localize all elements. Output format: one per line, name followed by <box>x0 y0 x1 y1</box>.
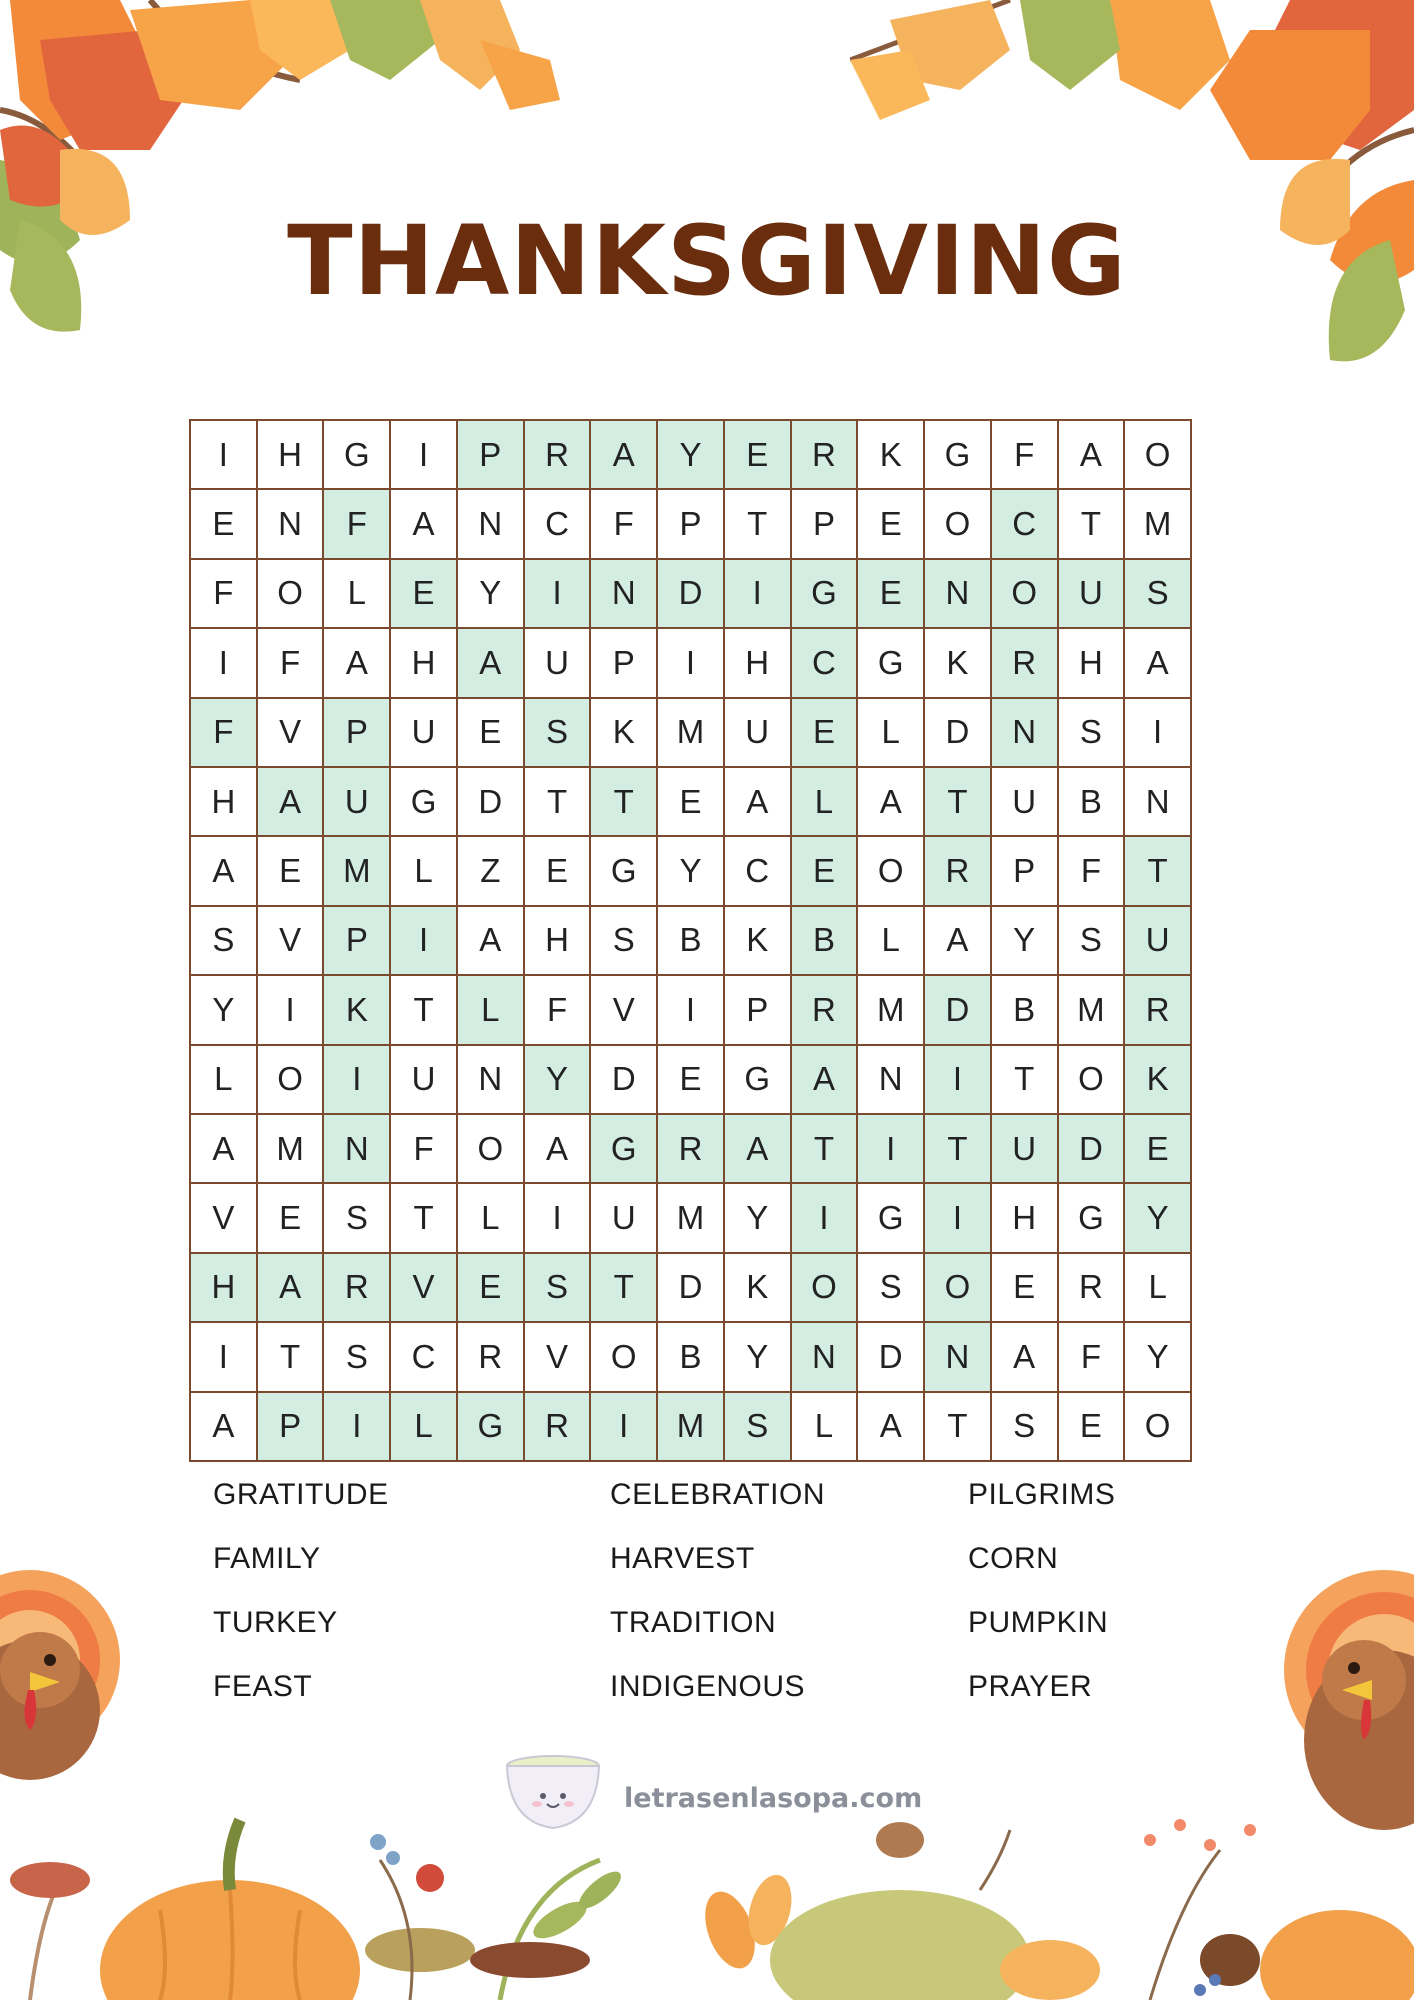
grid-cell[interactable]: N <box>925 1323 992 1392</box>
grid-cell[interactable]: Y <box>992 907 1059 976</box>
page-title: THANKSGIVING <box>287 205 1127 317</box>
grid-cell[interactable]: D <box>591 1046 658 1115</box>
grid-cell[interactable]: G <box>1059 1184 1126 1253</box>
grid-cell[interactable]: I <box>858 1115 925 1184</box>
grid-cell[interactable]: D <box>925 976 992 1045</box>
grid-cell[interactable]: E <box>658 768 725 837</box>
grid-cell[interactable]: T <box>258 1323 325 1392</box>
grid-cell[interactable]: Y <box>725 1323 792 1392</box>
grid-cell[interactable]: O <box>925 490 992 559</box>
grid-cell[interactable]: E <box>1125 1115 1192 1184</box>
grid-cell[interactable]: L <box>458 1184 525 1253</box>
word-item: PUMPKIN <box>968 1606 1109 1639</box>
grid-cell[interactable]: T <box>925 768 992 837</box>
grid-cell[interactable]: Y <box>725 1184 792 1253</box>
grid-cell[interactable]: C <box>792 629 859 698</box>
grid-cell[interactable]: N <box>458 490 525 559</box>
grid-cell[interactable]: Y <box>658 421 725 490</box>
grid-cell[interactable]: M <box>658 1393 725 1462</box>
grid-cell[interactable]: F <box>191 699 258 768</box>
word-item: TURKEY <box>213 1606 338 1639</box>
grid-cell[interactable]: A <box>1059 421 1126 490</box>
grid-cell[interactable]: T <box>391 976 458 1045</box>
grid-cell[interactable]: L <box>792 1393 859 1462</box>
grid-cell[interactable]: E <box>391 560 458 629</box>
grid-cell[interactable]: V <box>591 976 658 1045</box>
word-item: GRATITUDE <box>213 1478 389 1511</box>
grid-cell[interactable]: U <box>391 699 458 768</box>
grid-cell[interactable]: H <box>525 907 592 976</box>
grid-cell[interactable]: R <box>458 1323 525 1392</box>
grid-cell[interactable]: C <box>525 490 592 559</box>
grid-cell[interactable]: P <box>725 976 792 1045</box>
grid-cell[interactable]: M <box>1125 490 1192 559</box>
grid-cell[interactable]: F <box>1059 837 1126 906</box>
grid-cell[interactable]: G <box>725 1046 792 1115</box>
grid-cell[interactable]: B <box>992 976 1059 1045</box>
grid-cell[interactable]: V <box>391 1254 458 1323</box>
grid-cell[interactable]: A <box>458 629 525 698</box>
grid-cell[interactable]: T <box>925 1393 992 1462</box>
grid-cell[interactable]: U <box>591 1184 658 1253</box>
grid-cell[interactable]: R <box>925 837 992 906</box>
grid-cell[interactable]: O <box>1125 1393 1192 1462</box>
grid-cell[interactable]: K <box>591 699 658 768</box>
grid-cell[interactable]: Z <box>458 837 525 906</box>
grid-cell[interactable]: H <box>725 629 792 698</box>
grid-cell[interactable]: A <box>258 1254 325 1323</box>
word-item: PILGRIMS <box>968 1478 1116 1511</box>
grid-cell[interactable]: A <box>324 629 391 698</box>
grid-cell[interactable]: F <box>391 1115 458 1184</box>
grid-cell[interactable]: A <box>1125 629 1192 698</box>
grid-cell[interactable]: S <box>191 907 258 976</box>
grid-cell[interactable]: M <box>324 837 391 906</box>
grid-cell[interactable]: G <box>792 560 859 629</box>
grid-cell[interactable]: I <box>1125 699 1192 768</box>
word-item: INDIGENOUS <box>610 1670 806 1703</box>
grid-cell[interactable]: E <box>992 1254 1059 1323</box>
grid-cell[interactable]: I <box>591 1393 658 1462</box>
grid-cell[interactable]: I <box>391 907 458 976</box>
grid-cell[interactable]: F <box>525 976 592 1045</box>
grid-cell[interactable]: O <box>1125 421 1192 490</box>
grid-cell[interactable]: O <box>792 1254 859 1323</box>
grid-cell[interactable]: I <box>658 976 725 1045</box>
grid-cell[interactable]: I <box>525 560 592 629</box>
grid-cell[interactable]: G <box>591 1115 658 1184</box>
grid-cell[interactable]: I <box>525 1184 592 1253</box>
grid-cell[interactable]: T <box>1059 490 1126 559</box>
grid-cell[interactable]: C <box>725 837 792 906</box>
grid-cell[interactable]: L <box>858 907 925 976</box>
turkey-icon <box>0 1550 200 1810</box>
grid-cell[interactable]: I <box>191 629 258 698</box>
grid-cell[interactable]: T <box>391 1184 458 1253</box>
grid-cell[interactable]: O <box>258 1046 325 1115</box>
grid-cell[interactable]: S <box>992 1393 1059 1462</box>
grid-cell[interactable]: A <box>458 907 525 976</box>
word-item: PRAYER <box>968 1670 1093 1703</box>
grid-cell[interactable]: P <box>591 629 658 698</box>
word-item: CORN <box>968 1542 1059 1575</box>
grid-cell[interactable]: S <box>324 1323 391 1392</box>
grid-cell[interactable]: O <box>925 1254 992 1323</box>
grid-cell[interactable]: R <box>1059 1254 1126 1323</box>
grid-cell[interactable]: A <box>191 837 258 906</box>
grid-cell[interactable]: N <box>324 1115 391 1184</box>
grid-cell[interactable]: A <box>858 768 925 837</box>
grid-cell[interactable]: U <box>992 768 1059 837</box>
grid-cell[interactable]: I <box>925 1184 992 1253</box>
grid-cell[interactable]: H <box>391 629 458 698</box>
grid-cell[interactable]: U <box>324 768 391 837</box>
word-item: FAMILY <box>213 1542 321 1575</box>
word-item: FEAST <box>213 1670 313 1703</box>
grid-cell[interactable]: R <box>324 1254 391 1323</box>
grid-cell[interactable]: O <box>258 560 325 629</box>
grid-cell[interactable]: U <box>1059 560 1126 629</box>
grid-cell[interactable]: I <box>792 1184 859 1253</box>
grid-cell[interactable]: D <box>658 560 725 629</box>
grid-cell[interactable]: M <box>1059 976 1126 1045</box>
grid-cell[interactable]: K <box>725 907 792 976</box>
grid-cell[interactable]: T <box>725 490 792 559</box>
grid-cell[interactable]: Y <box>1125 1184 1192 1253</box>
grid-cell[interactable]: Y <box>658 837 725 906</box>
grid-cell[interactable]: K <box>725 1254 792 1323</box>
grid-cell[interactable]: D <box>458 768 525 837</box>
grid-cell[interactable]: R <box>658 1115 725 1184</box>
grid-cell[interactable]: A <box>591 421 658 490</box>
grid-cell[interactable]: A <box>925 907 992 976</box>
grid-cell[interactable]: I <box>324 1046 391 1115</box>
word-list <box>0 1478 1414 1728</box>
grid-cell[interactable]: G <box>925 421 992 490</box>
grid-cell[interactable]: S <box>591 907 658 976</box>
grid-cell[interactable]: A <box>391 490 458 559</box>
grid-cell[interactable]: L <box>191 1046 258 1115</box>
grid-cell[interactable]: S <box>1059 907 1126 976</box>
grid-cell[interactable]: G <box>391 768 458 837</box>
grid-cell[interactable]: E <box>525 837 592 906</box>
grid-cell[interactable]: O <box>992 560 1059 629</box>
grid-cell[interactable]: T <box>992 1046 1059 1115</box>
grid-cell[interactable]: I <box>725 560 792 629</box>
grid-cell[interactable]: V <box>258 699 325 768</box>
grid-cell[interactable]: G <box>858 629 925 698</box>
grid-cell[interactable]: G <box>458 1393 525 1462</box>
grid-cell[interactable]: E <box>258 1184 325 1253</box>
grid-cell[interactable]: E <box>858 490 925 559</box>
grid-cell[interactable]: T <box>591 1254 658 1323</box>
grid-cell[interactable]: T <box>1125 837 1192 906</box>
grid-cell[interactable]: A <box>858 1393 925 1462</box>
grid-cell[interactable]: E <box>258 837 325 906</box>
grid-cell[interactable]: E <box>858 560 925 629</box>
grid-cell[interactable]: G <box>591 837 658 906</box>
grid-cell[interactable]: F <box>992 421 1059 490</box>
grid-cell[interactable]: P <box>458 421 525 490</box>
grid-cell[interactable]: R <box>525 1393 592 1462</box>
grid-cell[interactable]: R <box>792 976 859 1045</box>
grid-cell[interactable]: F <box>324 490 391 559</box>
grid-cell[interactable]: I <box>191 421 258 490</box>
grid-cell[interactable]: B <box>658 907 725 976</box>
grid-cell[interactable]: L <box>1125 1254 1192 1323</box>
grid-cell[interactable]: E <box>1059 1393 1126 1462</box>
grid-cell[interactable]: S <box>725 1393 792 1462</box>
grid-cell[interactable]: N <box>858 1046 925 1115</box>
grid-cell[interactable]: L <box>858 699 925 768</box>
grid-cell[interactable]: T <box>925 1115 992 1184</box>
word-item: TRADITION <box>610 1606 777 1639</box>
grid-cell[interactable]: Y <box>525 1046 592 1115</box>
grid-cell[interactable]: K <box>1125 1046 1192 1115</box>
grid-cell[interactable]: O <box>1059 1046 1126 1115</box>
grid-cell[interactable]: O <box>458 1115 525 1184</box>
grid-cell[interactable]: A <box>725 768 792 837</box>
grid-cell[interactable]: B <box>792 907 859 976</box>
grid-cell[interactable]: P <box>324 699 391 768</box>
grid-cell[interactable]: M <box>858 976 925 1045</box>
word-item: CELEBRATION <box>610 1478 825 1511</box>
grid-cell[interactable]: V <box>191 1184 258 1253</box>
grid-cell[interactable]: L <box>324 560 391 629</box>
grid-cell[interactable]: C <box>992 490 1059 559</box>
grid-cell[interactable]: I <box>925 1046 992 1115</box>
grid-cell[interactable]: A <box>258 768 325 837</box>
grid-cell[interactable]: O <box>591 1323 658 1392</box>
grid-cell[interactable]: S <box>525 699 592 768</box>
grid-cell[interactable]: B <box>658 1323 725 1392</box>
grid-cell[interactable]: E <box>792 699 859 768</box>
grid-cell[interactable]: O <box>858 837 925 906</box>
grid-cell[interactable]: S <box>1059 699 1126 768</box>
grid-cell[interactable]: B <box>1059 768 1126 837</box>
grid-cell[interactable]: Y <box>191 976 258 1045</box>
grid-cell[interactable]: D <box>1059 1115 1126 1184</box>
autumn-harvest-border-icon <box>0 1800 1414 2000</box>
grid-cell[interactable]: V <box>258 907 325 976</box>
grid-cell[interactable]: M <box>658 699 725 768</box>
grid-cell[interactable]: F <box>591 490 658 559</box>
grid-cell[interactable]: I <box>658 629 725 698</box>
grid-cell[interactable]: Y <box>458 560 525 629</box>
grid-cell[interactable]: I <box>324 1393 391 1462</box>
grid-cell[interactable]: T <box>525 768 592 837</box>
grid-cell[interactable]: N <box>992 699 1059 768</box>
grid-cell[interactable]: H <box>191 1254 258 1323</box>
grid-cell[interactable]: H <box>191 768 258 837</box>
grid-cell[interactable]: A <box>191 1115 258 1184</box>
grid-cell[interactable]: N <box>925 560 992 629</box>
grid-cell[interactable]: N <box>258 490 325 559</box>
grid-cell[interactable]: T <box>792 1115 859 1184</box>
grid-cell[interactable]: E <box>725 421 792 490</box>
grid-cell[interactable]: U <box>992 1115 1059 1184</box>
site-logo-text[interactable]: letrasenlasopa.com <box>624 1783 923 1814</box>
grid-cell[interactable]: P <box>992 837 1059 906</box>
grid-cell[interactable]: H <box>1059 629 1126 698</box>
grid-cell[interactable]: S <box>525 1254 592 1323</box>
grid-cell[interactable]: F <box>258 629 325 698</box>
grid-cell[interactable]: S <box>1125 560 1192 629</box>
word-item: HARVEST <box>610 1542 755 1575</box>
grid-cell[interactable]: S <box>858 1254 925 1323</box>
grid-cell[interactable]: P <box>258 1393 325 1462</box>
grid-cell[interactable]: P <box>324 907 391 976</box>
grid-cell[interactable]: H <box>992 1184 1059 1253</box>
grid-cell[interactable]: N <box>792 1323 859 1392</box>
grid-cell[interactable]: N <box>591 560 658 629</box>
word-search-grid[interactable] <box>189 419 1192 1462</box>
grid-cell[interactable]: R <box>792 421 859 490</box>
grid-cell[interactable]: M <box>658 1184 725 1253</box>
grid-cell[interactable]: A <box>725 1115 792 1184</box>
grid-cell[interactable]: F <box>191 560 258 629</box>
grid-cell[interactable]: E <box>458 699 525 768</box>
grid-cell[interactable]: K <box>925 629 992 698</box>
grid-cell[interactable]: I <box>391 421 458 490</box>
grid-cell[interactable]: I <box>258 976 325 1045</box>
grid-cell[interactable]: S <box>324 1184 391 1253</box>
grid-cell[interactable]: P <box>658 490 725 559</box>
grid-cell[interactable]: N <box>458 1046 525 1115</box>
grid-cell[interactable]: K <box>858 421 925 490</box>
grid-cell[interactable]: M <box>258 1115 325 1184</box>
grid-cell[interactable]: A <box>525 1115 592 1184</box>
grid-cell[interactable]: U <box>391 1046 458 1115</box>
grid-cell[interactable]: H <box>258 421 325 490</box>
grid-cell[interactable]: I <box>191 1323 258 1392</box>
grid-cell[interactable]: R <box>525 421 592 490</box>
grid-cell[interactable]: G <box>858 1184 925 1253</box>
grid-cell[interactable]: F <box>1059 1323 1126 1392</box>
grid-cell[interactable]: U <box>725 699 792 768</box>
grid-cell[interactable]: U <box>525 629 592 698</box>
grid-cell[interactable]: P <box>792 490 859 559</box>
grid-cell[interactable]: A <box>792 1046 859 1115</box>
grid-cell[interactable]: R <box>992 629 1059 698</box>
grid-cell[interactable]: E <box>191 490 258 559</box>
grid-cell[interactable]: L <box>792 768 859 837</box>
grid-cell[interactable]: L <box>391 837 458 906</box>
grid-cell[interactable]: Y <box>1125 1323 1192 1392</box>
grid-cell[interactable]: V <box>525 1323 592 1392</box>
grid-cell[interactable]: C <box>391 1323 458 1392</box>
grid-cell[interactable]: A <box>992 1323 1059 1392</box>
grid-cell[interactable]: N <box>1125 768 1192 837</box>
grid-cell[interactable]: G <box>324 421 391 490</box>
grid-cell[interactable]: D <box>858 1323 925 1392</box>
grid-cell[interactable]: T <box>591 768 658 837</box>
grid-cell[interactable]: D <box>925 699 992 768</box>
grid-cell[interactable]: K <box>324 976 391 1045</box>
grid-cell[interactable]: U <box>1125 907 1192 976</box>
grid-cell[interactable]: A <box>191 1393 258 1462</box>
grid-cell[interactable]: E <box>458 1254 525 1323</box>
grid-cell[interactable]: L <box>458 976 525 1045</box>
grid-cell[interactable]: L <box>391 1393 458 1462</box>
grid-cell[interactable]: R <box>1125 976 1192 1045</box>
grid-cell[interactable]: E <box>658 1046 725 1115</box>
grid-cell[interactable]: D <box>658 1254 725 1323</box>
grid-cell[interactable]: E <box>792 837 859 906</box>
